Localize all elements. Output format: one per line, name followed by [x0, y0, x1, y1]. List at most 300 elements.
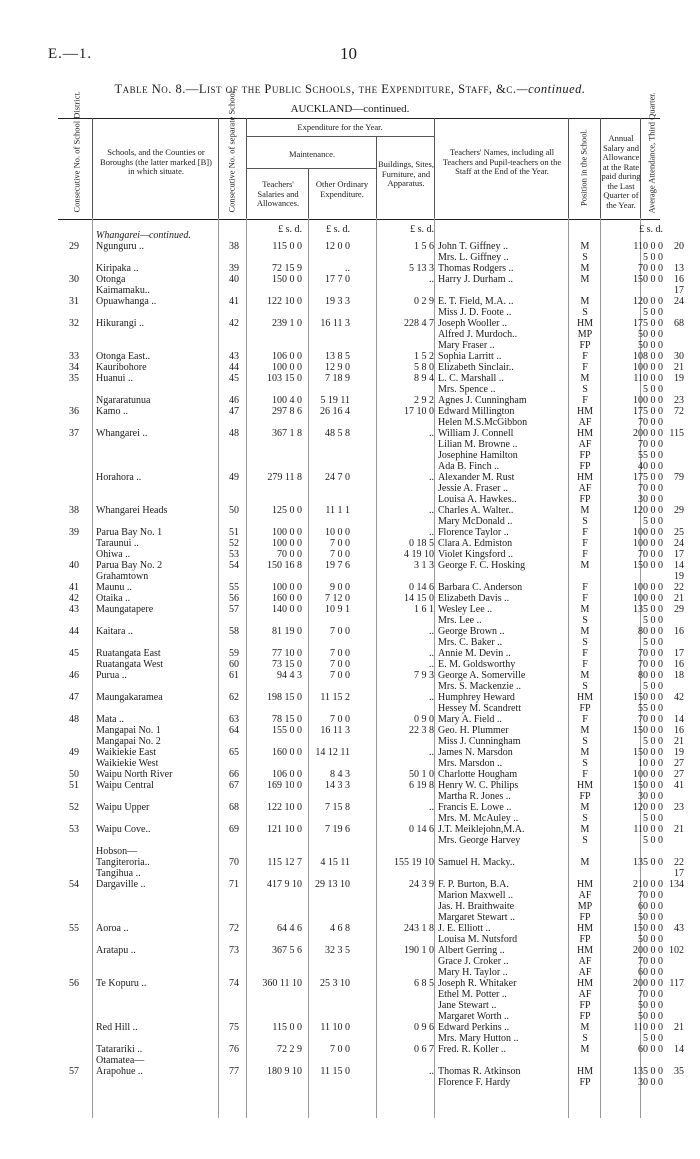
cell-ann: 200 0 0 [633, 945, 663, 956]
table-row [0, 505, 700, 516]
cell-pos: S [582, 252, 588, 263]
cell-tch: James N. Marsdon [438, 747, 513, 758]
table-row [0, 923, 700, 934]
cell-tch: Thomas R. Atkinson [438, 1066, 521, 1077]
cell-ann: 135 0 0 [633, 1066, 663, 1077]
cell-ann: 150 0 0 [633, 923, 663, 934]
cell-no: 53 [229, 549, 239, 560]
table-row [0, 263, 700, 274]
cell-pos: HM [576, 406, 594, 417]
cell-bld: .. [429, 802, 434, 813]
cell-no: 65 [229, 747, 239, 758]
cell-ann: 50 0 0 [638, 329, 663, 340]
cell-tch: Florence F. Hardy [438, 1077, 511, 1088]
cell-ann: 175 0 0 [633, 318, 663, 329]
cell-oth: 26 16 4 [320, 406, 350, 417]
cell-pos: M [580, 296, 590, 307]
cell-pos: S [582, 1033, 588, 1044]
table-row [0, 835, 700, 846]
cell-pos: FP [579, 461, 591, 472]
cell-pos: S [582, 681, 588, 692]
cell-ann: 55 0 0 [638, 450, 663, 461]
cell-bld: .. [429, 1066, 434, 1077]
cell-tch: J. E. Elliott .. [438, 923, 491, 934]
header-schools: Schools, and the Counties or Boroughs (the latter marked [B]) in which situate. [100, 147, 212, 176]
cell-oth: 19 3 3 [325, 296, 350, 307]
cell-tch: Joseph Wooller .. [438, 318, 508, 329]
cell-att: 17 [674, 285, 684, 296]
cell-sal: 155 0 0 [272, 725, 302, 736]
cell-sal: 100 0 0 [272, 527, 302, 538]
cell-name: Waikiekie West [96, 758, 159, 769]
cell-sal: 169 10 0 [267, 780, 302, 791]
cell-sal: 360 11 10 [262, 978, 302, 989]
cell-bld: 8 9 4 [414, 373, 434, 384]
cell-tch: Mary McDonald .. [438, 516, 513, 527]
table-row [0, 461, 700, 472]
cell-sal: 150 16 8 [267, 560, 302, 571]
cell-pos: M [580, 274, 590, 285]
cell-ann: 60 0 0 [638, 1044, 663, 1055]
cell-tch: Elizabeth Davis .. [438, 593, 510, 604]
cell-bld: 1 5 6 [414, 241, 434, 252]
cell-tch: Ada B. Finch .. [438, 461, 500, 472]
cell-ann: 70 0 0 [638, 714, 663, 725]
cell-name: Kiripaka .. [96, 263, 139, 274]
cell-ann: 55 0 0 [638, 703, 663, 714]
cell-oth: 11 15 0 [320, 1066, 350, 1077]
cell-tch: Josephine Hamilton [438, 450, 518, 461]
cell-pos: MP [577, 329, 593, 340]
cell-att: 21 [674, 736, 684, 747]
cell-oth: .. [345, 263, 350, 274]
cell-sal: 367 5 6 [272, 945, 302, 956]
header-expenditure: Expenditure for the Year. [297, 122, 383, 132]
cell-att: 72 [674, 406, 684, 417]
cell-ann: 150 0 0 [633, 560, 663, 571]
cell-sal: 125 0 0 [272, 505, 302, 516]
cell-oth: 7 0 0 [330, 538, 350, 549]
cell-sal: 150 0 0 [272, 274, 302, 285]
cell-no: 59 [229, 648, 239, 659]
cell-no: 40 [229, 274, 239, 285]
cell-pos: HM [576, 428, 594, 439]
cell-no: 58 [229, 626, 239, 637]
cell-ann: 135 0 0 [633, 604, 663, 615]
cell-pos: M [580, 505, 590, 516]
cell-pos: M [580, 560, 590, 571]
header-position: Position in the School. [578, 129, 589, 206]
cell-dist: 50 [69, 769, 79, 780]
cell-no: 45 [229, 373, 239, 384]
table-row [0, 373, 700, 384]
cell-pos: M [580, 1044, 590, 1055]
cell-no: 54 [229, 560, 239, 571]
cell-dist: 44 [69, 626, 79, 637]
table-row [0, 1000, 700, 1011]
cell-bld: 1 5 2 [414, 351, 434, 362]
cell-ann: 100 0 0 [633, 593, 663, 604]
cell-pos: F [582, 351, 588, 362]
cell-bld: 7 9 3 [414, 670, 434, 681]
cell-pos: F [582, 527, 588, 538]
header-teachers: Teachers' Names, including all Teachers and Pupil-teachers on the Staff at the End of the Year. [442, 147, 562, 176]
table-row [0, 351, 700, 362]
cell-bld: .. [429, 527, 434, 538]
cell-name: Aratapu .. [96, 945, 136, 956]
cell-att: 16 [674, 659, 684, 670]
cell-ann: 100 0 0 [633, 582, 663, 593]
cell-tch: Francis E. Lowe .. [438, 802, 512, 813]
cell-ann: 70 0 0 [638, 648, 663, 659]
cell-oth: 13 8 5 [325, 351, 350, 362]
cell-ann: 175 0 0 [633, 406, 663, 417]
cell-bld: 155 19 10 [394, 857, 434, 868]
table-row [0, 571, 700, 582]
table-row [0, 483, 700, 494]
cell-oth: 32 3 5 [325, 945, 350, 956]
cell-tch: George F. C. Hosking [438, 560, 526, 571]
cell-tch: Mrs. L. Giffney .. [438, 252, 509, 263]
cell-att: 25 [674, 527, 684, 538]
cell-name: Mata .. [96, 714, 125, 725]
cell-ann: 150 0 0 [633, 692, 663, 703]
cell-name: Waikiekie East [96, 747, 157, 758]
header-annual: Annual Salary and Allowance at the Rate paid during the Last Quarter of the Year. [601, 133, 641, 210]
cell-tch: Humphrey Heward [438, 692, 515, 703]
table-row [0, 802, 700, 813]
table-row [0, 428, 700, 439]
cell-bld: 228 4 7 [404, 318, 434, 329]
cell-att: 22 [674, 857, 684, 868]
cell-sal: 122 10 0 [267, 802, 302, 813]
header-divider [218, 118, 219, 218]
cell-no: 41 [229, 296, 239, 307]
cell-oth: 12 9 0 [325, 362, 350, 373]
cell-att: 19 [674, 571, 684, 582]
cell-ann: 110 0 0 [633, 824, 663, 835]
cell-oth: 16 11 3 [320, 725, 350, 736]
cell-no: 71 [229, 879, 239, 890]
cell-no: 44 [229, 362, 239, 373]
table-row [0, 450, 700, 461]
cell-name: Taraunui .. [96, 538, 139, 549]
cell-tch: Jane Stewart .. [438, 1000, 497, 1011]
cell-tch: Charles A. Walter.. [438, 505, 514, 516]
table-row [0, 681, 700, 692]
cell-sal: 180 9 10 [267, 1066, 302, 1077]
cell-no: 61 [229, 670, 239, 681]
table-row [0, 780, 700, 791]
cell-pos: F [582, 714, 588, 725]
cell-name: Otaika .. [96, 593, 131, 604]
table-row [0, 285, 700, 296]
cell-att: 16 [674, 725, 684, 736]
cell-name: Ruatangata East [96, 648, 161, 659]
table-row [0, 604, 700, 615]
cell-pos: HM [576, 945, 594, 956]
cell-oth: 5 19 11 [320, 395, 350, 406]
table-row [0, 857, 700, 868]
cell-oth: 12 0 0 [325, 241, 350, 252]
table-row [0, 538, 700, 549]
cell-ann: 10 0 0 [638, 758, 663, 769]
cell-bld: 0 6 7 [414, 1044, 434, 1055]
units-annual: £ s. d. [639, 224, 663, 235]
cell-dist: 41 [69, 582, 79, 593]
cell-sal: 160 0 0 [272, 747, 302, 758]
cell-pos: AF [578, 967, 592, 978]
cell-bld: 50 1 0 [409, 769, 434, 780]
cell-ann: 5 0 0 [643, 307, 663, 318]
cell-name: Ngunguru .. [96, 241, 145, 252]
cell-ann: 50 0 0 [638, 1000, 663, 1011]
cell-name: Ohiwa .. [96, 549, 131, 560]
cell-sal: 115 0 0 [272, 1022, 302, 1033]
cell-name: Opuawhanga .. [96, 296, 157, 307]
cell-ann: 5 0 0 [643, 615, 663, 626]
cell-no: 63 [229, 714, 239, 725]
cell-sal: 72 2 9 [277, 1044, 302, 1055]
title-suffix: —continued. [516, 82, 586, 96]
cell-oth: 4 15 11 [320, 857, 350, 868]
cell-att: 68 [674, 318, 684, 329]
cell-name: Hobson— [96, 846, 138, 857]
cell-name: Otonga East.. [96, 351, 151, 362]
cell-oth: 7 19 6 [325, 824, 350, 835]
cell-tch: Helen M.S.McGibbon [438, 417, 528, 428]
cell-dist: 46 [69, 670, 79, 681]
cell-bld: 3 1 3 [414, 560, 434, 571]
table-subtitle: AUCKLAND—continued. [290, 103, 410, 115]
cell-name: Ngararatunua [96, 395, 151, 406]
table-row [0, 1022, 700, 1033]
cell-pos: FP [579, 934, 591, 945]
cell-sal: 115 12 7 [267, 857, 302, 868]
table-row [0, 648, 700, 659]
cell-dist: 55 [69, 923, 79, 934]
table-row [0, 714, 700, 725]
cell-pos: HM [576, 1066, 594, 1077]
cell-oth: 7 12 0 [325, 593, 350, 604]
cell-oth: 11 10 0 [320, 1022, 350, 1033]
cell-tch: F. P. Burton, B.A. [438, 879, 509, 890]
cell-pos: HM [576, 879, 594, 890]
cell-tch: Miss J. Cunningham [438, 736, 521, 747]
cell-bld: 0 9 0 [414, 714, 434, 725]
cell-name: Mangapai No. 2 [96, 736, 161, 747]
cell-att: 24 [674, 538, 684, 549]
cell-oth: 17 7 0 [325, 274, 350, 285]
cell-ann: 50 0 0 [638, 1011, 663, 1022]
cell-name: Whangarei—continued. [96, 230, 191, 241]
cell-bld: 6 8 5 [414, 978, 434, 989]
cell-pos: F [582, 362, 588, 373]
table-row [0, 637, 700, 648]
table-row [0, 274, 700, 285]
cell-dist: 38 [69, 505, 79, 516]
cell-no: 64 [229, 725, 239, 736]
cell-no: 38 [229, 241, 239, 252]
cell-bld: .. [429, 659, 434, 670]
cell-ann: 100 0 0 [633, 362, 663, 373]
table-row [0, 384, 700, 395]
cell-ann: 50 0 0 [638, 340, 663, 351]
table-row [0, 494, 700, 505]
cell-name: Maungatapere [96, 604, 154, 615]
cell-bld: 17 10 0 [404, 406, 434, 417]
cell-tch: Thomas Rodgers .. [438, 263, 514, 274]
cell-name: Waipu North River [96, 769, 173, 780]
cell-oth: 25 3 10 [320, 978, 350, 989]
cell-tch: Alexander M. Rust [438, 472, 515, 483]
cell-no: 73 [229, 945, 239, 956]
table-row [0, 758, 700, 769]
cell-att: 35 [674, 1066, 684, 1077]
cell-ann: 70 0 0 [638, 989, 663, 1000]
table-row [0, 978, 700, 989]
cell-dist: 29 [69, 241, 79, 252]
cell-no: 70 [229, 857, 239, 868]
cell-pos: S [582, 307, 588, 318]
cell-tch: Ethel M. Potter .. [438, 989, 507, 1000]
cell-pos: AF [578, 417, 592, 428]
cell-no: 75 [229, 1022, 239, 1033]
cell-dist: 53 [69, 824, 79, 835]
table-row [0, 670, 700, 681]
cell-pos: FP [579, 1000, 591, 1011]
cell-att: 29 [674, 604, 684, 615]
cell-sal: 198 15 0 [267, 692, 302, 703]
table-row [0, 549, 700, 560]
cell-ann: 5 0 0 [643, 681, 663, 692]
table-row [0, 230, 700, 241]
cell-tch: Edward Millington [438, 406, 515, 417]
cell-tch: Mrs. M. McAuley .. [438, 813, 519, 824]
cell-pos: F [582, 648, 588, 659]
cell-att: 17 [674, 549, 684, 560]
units-salaries: £ s. d. [278, 224, 302, 235]
cell-pos: M [580, 604, 590, 615]
cell-pos: AF [578, 890, 592, 901]
cell-dist: 36 [69, 406, 79, 417]
cell-sal: 121 10 0 [267, 824, 302, 835]
table-row [0, 736, 700, 747]
cell-att: 115 [669, 428, 684, 439]
cell-no: 77 [229, 1066, 239, 1077]
cell-att: 21 [674, 362, 684, 373]
table-title [0, 82, 700, 97]
cell-tch: Agnes J. Cunningham [438, 395, 527, 406]
cell-dist: 47 [69, 692, 79, 703]
cell-no: 56 [229, 593, 239, 604]
cell-bld: 24 3 9 [409, 879, 434, 890]
cell-oth: 7 0 0 [330, 648, 350, 659]
cell-dist: 39 [69, 527, 79, 538]
cell-bld: 6 19 8 [409, 780, 434, 791]
cell-att: 23 [674, 802, 684, 813]
cell-tch: Florence Taylor .. [438, 527, 509, 538]
cell-pos: F [582, 549, 588, 560]
cell-oth: 7 0 0 [330, 1044, 350, 1055]
cell-bld: 22 3 8 [409, 725, 434, 736]
table-row [0, 945, 700, 956]
cell-att: 21 [674, 593, 684, 604]
cell-bld: 0 14 6 [409, 824, 434, 835]
cell-oth: 7 18 9 [325, 373, 350, 384]
cell-pos: HM [576, 472, 594, 483]
cell-pos: M [580, 373, 590, 384]
cell-bld: .. [429, 747, 434, 758]
table-row [0, 956, 700, 967]
cell-sal: 417 9 10 [267, 879, 302, 890]
cell-att: 27 [674, 769, 684, 780]
cell-pos: M [580, 857, 590, 868]
cell-sal: 115 0 0 [272, 241, 302, 252]
cell-att: 21 [674, 1022, 684, 1033]
cell-name: Waipu Upper [96, 802, 150, 813]
cell-att: 16 [674, 626, 684, 637]
cell-tch: Grace J. Croker .. [438, 956, 509, 967]
cell-bld: 4 19 10 [404, 549, 434, 560]
cell-name: Ruatangata West [96, 659, 164, 670]
cell-oth: 16 11 3 [320, 318, 350, 329]
cell-ann: 5 0 0 [643, 637, 663, 648]
cell-sal: 64 4 6 [277, 923, 302, 934]
table-row [0, 1011, 700, 1022]
cell-pos: S [582, 758, 588, 769]
cell-no: 55 [229, 582, 239, 593]
cell-oth: 7 0 0 [330, 626, 350, 637]
cell-tch: Alfred J. Murdoch.. [438, 329, 518, 340]
cell-sal: 100 4 0 [272, 395, 302, 406]
cell-ann: 50 0 0 [638, 912, 663, 923]
cell-no: 50 [229, 505, 239, 516]
cell-sal: 77 10 0 [272, 648, 302, 659]
table-row [0, 516, 700, 527]
cell-ann: 40 0 0 [638, 461, 663, 472]
cell-pos: M [580, 802, 590, 813]
cell-ann: 70 0 0 [638, 956, 663, 967]
cell-oth: 14 3 3 [325, 780, 350, 791]
cell-att: 17 [674, 648, 684, 659]
cell-oth: 8 4 3 [330, 769, 350, 780]
cell-no: 49 [229, 472, 239, 483]
cell-no: 72 [229, 923, 239, 934]
cell-sal: 100 0 0 [272, 582, 302, 593]
cell-att: 17 [674, 868, 684, 879]
cell-att: 24 [674, 296, 684, 307]
cell-no: 66 [229, 769, 239, 780]
cell-ann: 70 0 0 [638, 439, 663, 450]
cell-pos: F [582, 538, 588, 549]
cell-pos: FP [579, 912, 591, 923]
cell-tch: George A. Somerville [438, 670, 526, 681]
cell-pos: AF [578, 439, 592, 450]
cell-ann: 210 0 0 [633, 879, 663, 890]
cell-ann: 60 0 0 [638, 967, 663, 978]
cell-sal: 297 8 6 [272, 406, 302, 417]
cell-ann: 5 0 0 [643, 835, 663, 846]
cell-att: 23 [674, 395, 684, 406]
cell-ann: 30 0 0 [638, 1077, 663, 1088]
cell-oth: 7 0 0 [330, 549, 350, 560]
cell-dist: 57 [69, 1066, 79, 1077]
cell-ann: 110 0 0 [633, 241, 663, 252]
cell-dist: 32 [69, 318, 79, 329]
cell-ann: 5 0 0 [643, 384, 663, 395]
cell-no: 51 [229, 527, 239, 538]
